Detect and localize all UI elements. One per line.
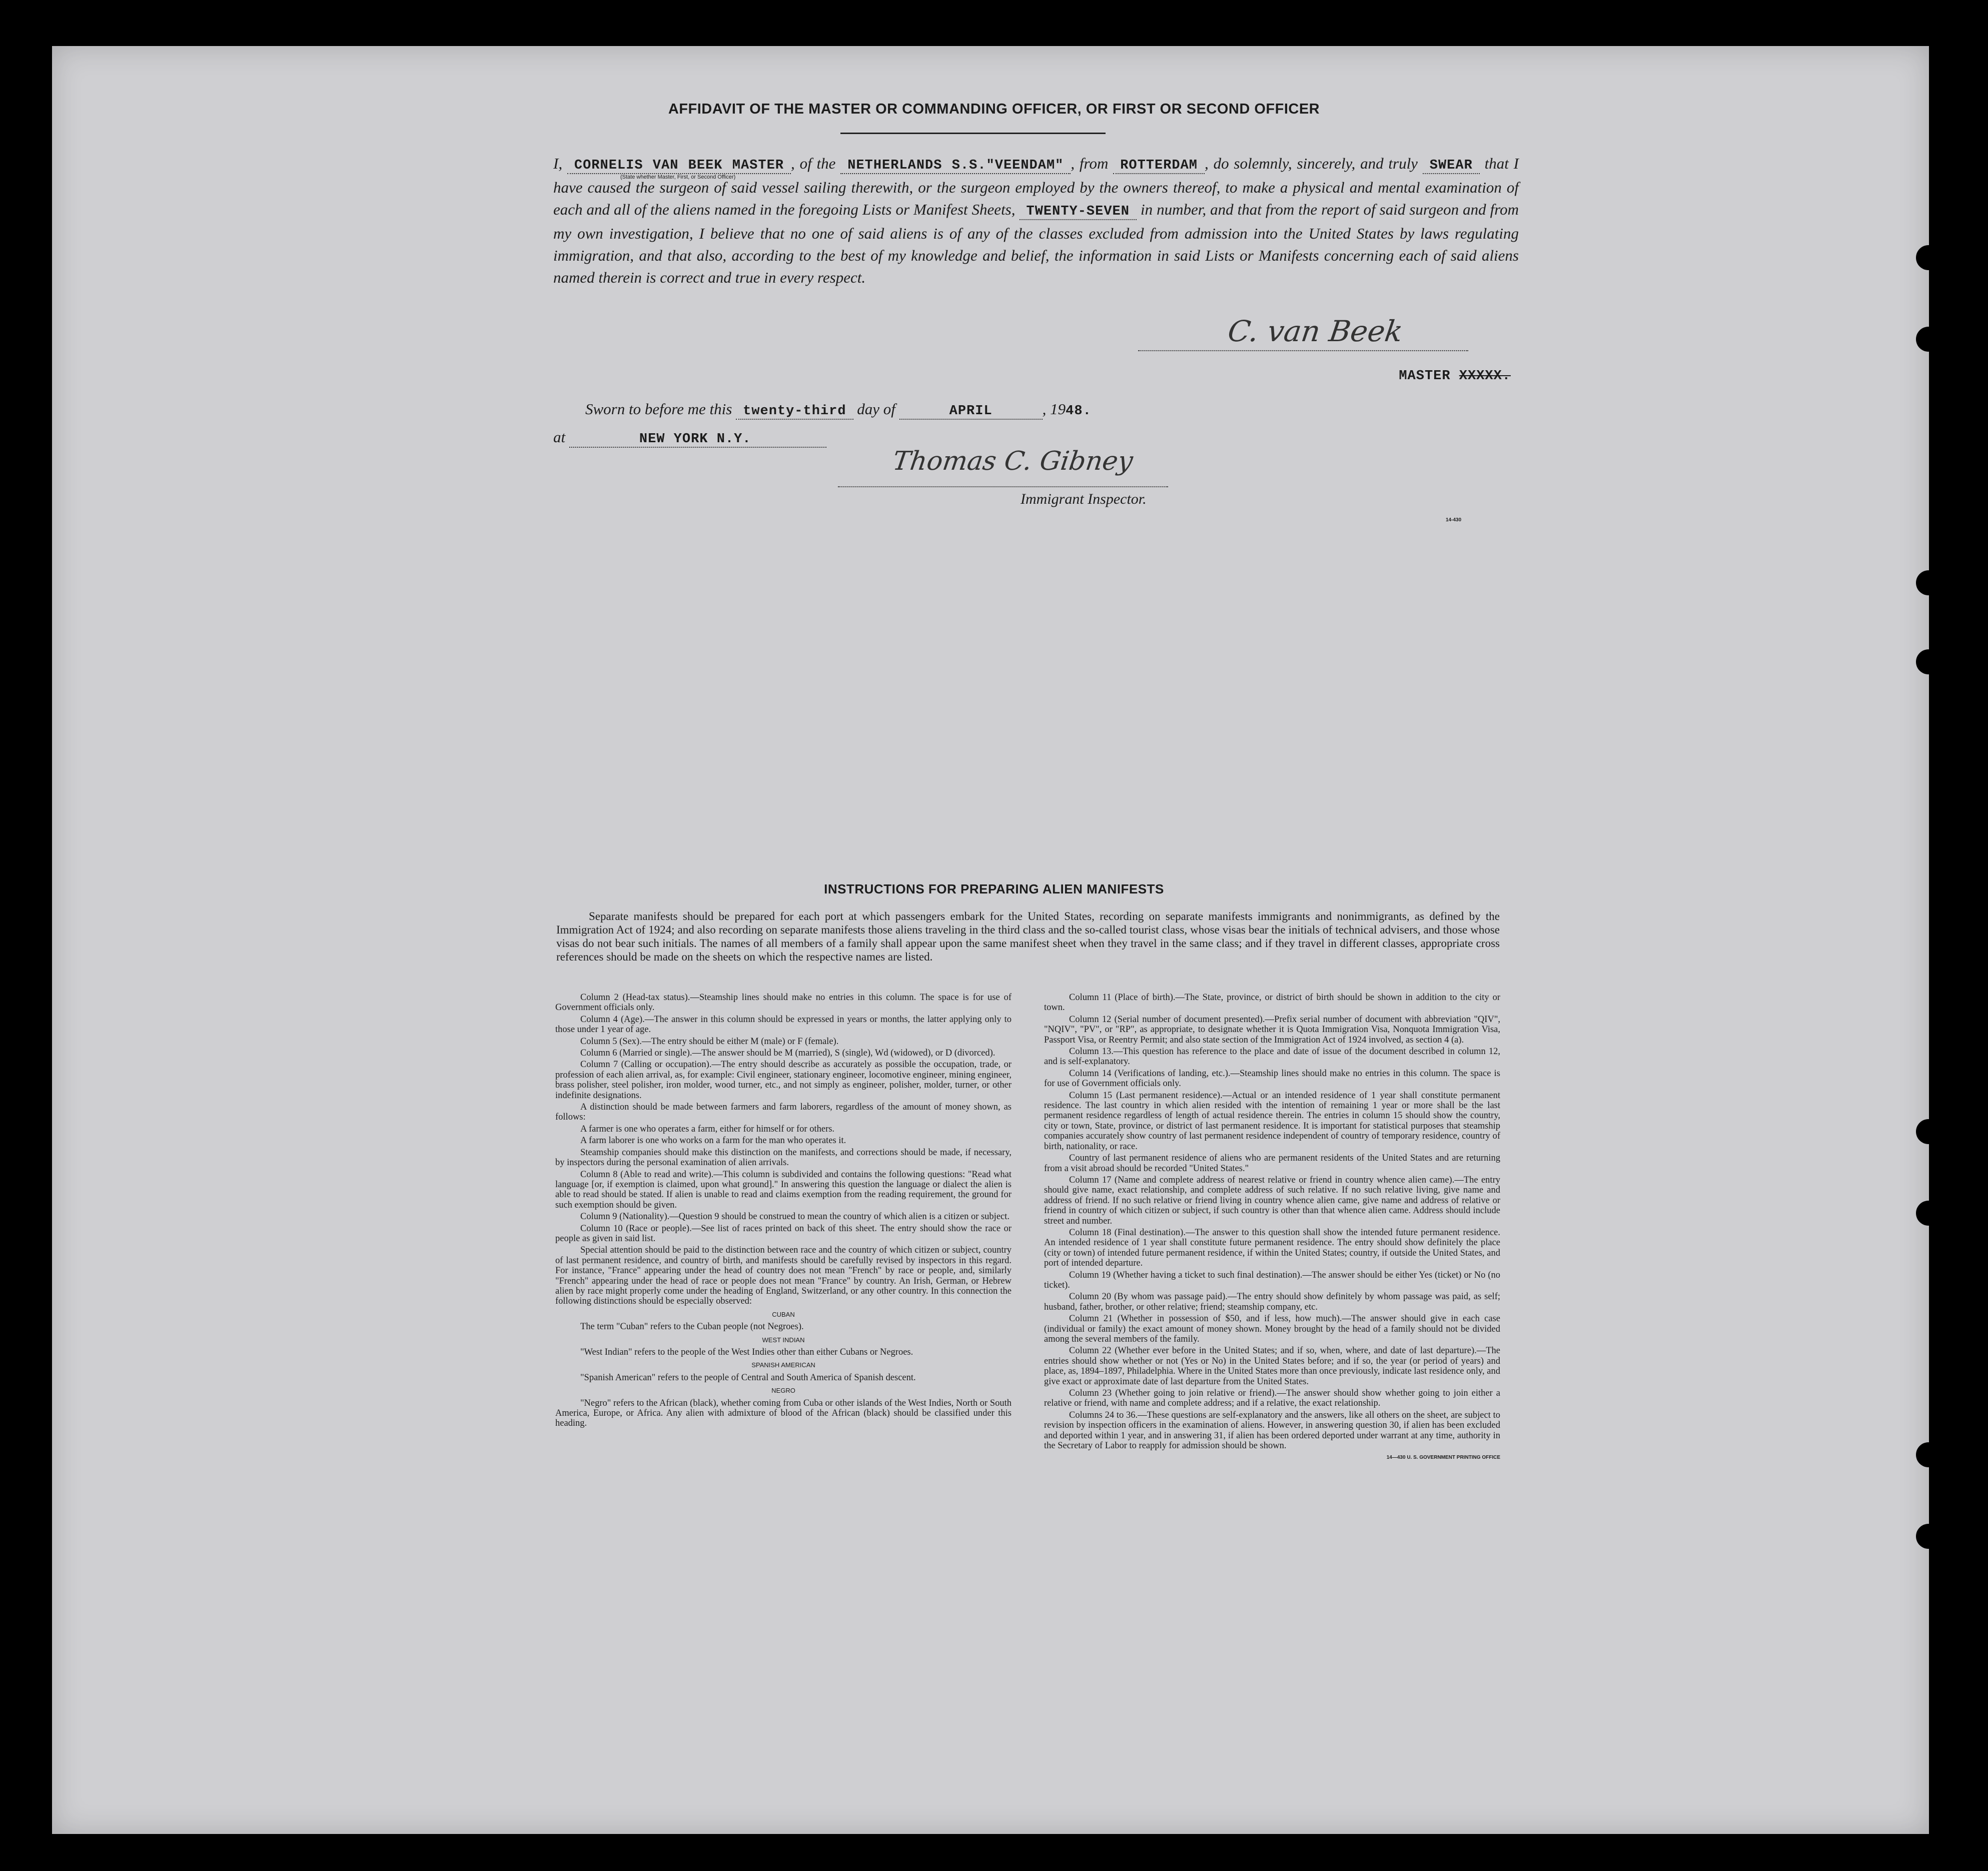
signer-title-text: MASTER: [1399, 369, 1451, 384]
instruction-paragraph: "Negro" refers to the African (black), whether coming from Cuba or other islands of the West Indies, North or South America, Europe, or Africa. Any alien with admixture of blood of the African (black) should be classified under this heading.: [555, 1398, 1012, 1429]
inspector-signature-line: [838, 486, 1168, 487]
port-field: ROTTERDAM: [1113, 158, 1205, 174]
instruction-paragraph: Columns 24 to 36.—These questions are self-explanatory and the answers, like all others on the sheet, are subject to revision by inspection officers in the examination of aliens. However, in answering question 30, if alien has been excluded and deported within 1 year, and in answering 31, if alien has been ordered deported under warrant at any time, authority in the Secretary of Labor to reapply for admission should be shown.: [1044, 1410, 1500, 1451]
punch-hole: [1916, 327, 1941, 352]
instruction-paragraph: Column 22 (Whether ever before in the United States; and if so, when, where, and date of last departure).—The entries should show whether or not (Yes or No) in the United States before; and if so, the year (or period of years) and place, as, 1894–1897, Philadelphia. Where in the United States more than once previously, indicate last residence only, and give exact or approximate date of last departure from the United States.: [1044, 1346, 1500, 1387]
sworn-year-field: 48.: [1066, 404, 1092, 419]
instruction-paragraph: "Spanish American" refers to the people of Central and South America of Spanish descent.: [580, 1372, 916, 1383]
affidavit-i: I,: [553, 155, 563, 172]
title-divider: [840, 133, 1106, 134]
inspector-signature: Thomas C. Gibney: [890, 446, 1135, 476]
instruction-paragraph: Column 12 (Serial number of document presented).—Prefix serial number of document with abbreviation "QIV", "NQIV", "PV", or "RP", as appropriate, to designate whether it is Quota Immigration Visa, Nonquota Immigration Visa, Passport Visa, or Reentry Permit; and also state section of the Immigration Act of 1924 involved, as section 4 (a).: [1044, 1014, 1500, 1045]
sworn-day-of: day of: [857, 400, 895, 418]
instruction-paragraph: A distinction should be made between farmers and farm laborers, regardless of the amount of money shown, as follows:: [555, 1102, 1012, 1123]
signer-title: [1341, 369, 1511, 384]
instruction-paragraph: Column 23 (Whether going to join relative or friend).—The answer should show whether going to join either a relative or friend, with name and complete address; and if a relative, the exact relationship.: [1044, 1388, 1500, 1409]
instruction-paragraph: Column 8 (Able to read and write).—This column is subdivided and contains the following questions: "Read what language [or, if exemption is claimed, upon what ground]." In answering this question the language or dialect the alien is able to read should be stated. If alien is unable to read and claims exemption from the reading requirement, the ground for such exemption should be given.: [555, 1169, 1012, 1210]
of-the-text: , of the: [791, 155, 836, 172]
instruction-paragraph: Column 7 (Calling or occupation).—The entry should describe as accurately as possible the occupation, trade, or profession of each alien arrival, as, for example: Civil engineer, stationary engineer, locomotive engineer, mining engineer, brass polisher, steel polisher, iron molder, wood turner, etc., and not simply as engineer, polisher, molder, turner, or other indefinite designations.: [555, 1060, 1012, 1101]
affidavit-text: [553, 153, 1519, 289]
section-heading-west-indian: WEST INDIAN: [762, 1336, 805, 1344]
instruction-paragraph: Column 14 (Verifications of landing, etc.).—Steamship lines should make no entries in this column. The space is for use of Government officials only.: [1044, 1068, 1500, 1089]
master-signature-line: [1138, 350, 1468, 351]
alien-count-field: TWENTY-SEVEN: [1020, 204, 1137, 220]
inspector-caption: Immigrant Inspector.: [1021, 491, 1147, 507]
punch-hole: [1916, 1524, 1941, 1549]
instruction-paragraph: Column 19 (Whether having a ticket to such final destination).—The answer should be either Yes (ticket) or No (no ticket).: [1044, 1270, 1500, 1290]
instruction-paragraph: Column 11 (Place of birth).—The State, province, or district of birth should be shown in addition to the city or town.: [1044, 993, 1500, 1013]
instruction-paragraph: Column 18 (Final destination).—The answer to this question shall show the intended future permanent residence. An intended residence of 1 year shall constitute future permanent residence. The entry should show definitely the place (city or town) of intended future permanent residence, if within the United States; country, if outside the United States, and port of intended departure.: [1044, 1227, 1500, 1269]
instructions-title: INSTRUCTIONS FOR PREPARING ALIEN MANIFESTS: [824, 881, 1164, 896]
sworn-day-field: twenty-third: [736, 404, 853, 420]
punch-hole: [1916, 570, 1941, 595]
instruction-paragraph: A farmer is one who operates a farm, either for himself or for others.: [580, 1124, 835, 1134]
instruction-paragraph: A farm laborer is one who works on a farm for the man who operates it.: [580, 1136, 846, 1146]
place-at: at: [553, 428, 566, 446]
vessel-field: NETHERLANDS S.S."VEENDAM": [840, 158, 1071, 174]
instruction-paragraph: Column 17 (Name and complete address of nearest relative or friend in country whence alien came).—The entry should give name, exact relationship, and complete address of such relative. If no such relative living, give name and address of friend. If no such relative or friend living in country whence alien came, give name and address of relative or friend in country of which citizen or subject, if such country is other than that whence alien came. Address should include street and number.: [1044, 1175, 1500, 1226]
master-name-field: CORNELIS VAN BEEK MASTER: [567, 158, 791, 174]
sworn-line: [585, 400, 1092, 419]
sworn-month-field: APRIL: [899, 404, 1043, 420]
affidavit-body-1: that I have caused the surgeon of said vessel sailing therewith, or the surgeon employed by the owners thereof, to make a physical and mental examination of each and all of the aliens named in the foregoing Lists or Manifest Sheets,: [553, 155, 1519, 218]
affidavit-body-2: in number, and that from the report of said surgeon and from my own investigation, I believe that no one of said aliens is of any of the classes excluded from admission into the United States by laws regulating immigration, and that also, according to the best of my knowledge and belief, the information in said Lists or Manifests concerning each of said aliens named therein is correct and true in every respect.: [553, 201, 1519, 286]
instructions-left-column: [555, 993, 1012, 1430]
oath-field: SWEAR: [1423, 158, 1480, 174]
printing-office-footer: 14—430 U. S. GOVERNMENT PRINTING OFFICE: [1386, 1455, 1500, 1461]
instruction-paragraph: Column 13.—This question has reference to the place and date of issue of the document described in column 12, and is self-explanatory.: [1044, 1047, 1500, 1067]
section-heading-negro: NEGRO: [771, 1387, 795, 1395]
instructions-right-column: [1044, 993, 1500, 1465]
instruction-paragraph: Column 10 (Race or people).—See list of races printed on back of this sheet. The entry should show the race or people as given in said list.: [555, 1223, 1012, 1244]
punch-hole: [1916, 649, 1941, 674]
instruction-paragraph: Column 20 (By whom was passage paid).—The entry should show definitely by whom passage was paid, as self; husband, father, brother, or other relative; friend; steamship company, etc.: [1044, 1292, 1500, 1312]
instruction-paragraph: Column 9 (Nationality).—Question 9 should be construed to mean the country of which alien is a citizen or subject.: [580, 1212, 1010, 1222]
instruction-paragraph: The term "Cuban" refers to the Cuban people (not Negroes).: [580, 1322, 804, 1332]
section-heading-spanish-american: SPANISH AMERICAN: [751, 1361, 815, 1369]
section-heading-cuban: CUBAN: [772, 1310, 795, 1318]
master-signature: C. van Beek: [1226, 314, 1405, 348]
instruction-paragraph: Column 2 (Head-tax status).—Steamship lines should make no entries in this column. The space is for use of Government officials only.: [555, 993, 1012, 1013]
punch-hole: [1916, 245, 1941, 270]
instruction-paragraph: Column 21 (Whether in possession of $50, and if less, how much).—The answer should give in each case (individual or family) the exact amount of money shown. Money brought by the head of a family should not be divided among the several members of the family.: [1044, 1314, 1500, 1344]
instruction-paragraph: Column 15 (Last permanent residence).—Actual or an intended residence of 1 year shall constitute permanent residence. The last country in which alien resided with the intention of remaining 1 year or more shall be the last permanent residence regardless of length of actual residence therein. The entries in column 15 should show the country, city or town, State, province, or district of last permanent residence. It is important for statistical purposes that steamship companies accurately show country of last permanent residence independent of country of temporary residence, country of birth, nationality, or race.: [1044, 1090, 1500, 1152]
place-field: NEW YORK N.Y.: [569, 432, 826, 448]
form-number-top: 14-430: [1446, 517, 1462, 523]
instruction-paragraph: "West Indian" refers to the people of the West Indies other than either Cubans or Negroes.: [580, 1347, 913, 1357]
instruction-paragraph: Steamship companies should make this distinction on the manifests, and corrections should be made, if necessary, by inspectors during the personal examination of alien arrivals.: [555, 1147, 1012, 1168]
punch-hole: [1916, 1201, 1941, 1226]
instruction-paragraph: Column 6 (Married or single).—The answer should be M (married), S (single), Wd (widowed), or D (divorced).: [580, 1048, 996, 1059]
sworn-year-prefix: , 19: [1042, 400, 1066, 418]
rank-note: (State whether Master, First, or Second Officer): [620, 174, 736, 180]
place-line: [553, 428, 826, 447]
punch-hole: [1916, 1119, 1941, 1144]
from-text: , from: [1071, 155, 1109, 172]
instruction-paragraph: Special attention should be paid to the distinction between race and the country of which citizen or subject, country of last permanent residence, and country of birth, and manifests should be carefully revised by inspectors in this regard. For instance, "France" appearing under the head of country does not mean "French" by race or people, and, similarly "French" appearing under the head of race or people does not mean "France" by country. An Irish, German, or Hebrew alien by race might properly come under the heading of England, Switzerland, or any other country. In this connection the following distinctions should be especially observed:: [555, 1245, 1012, 1307]
instruction-paragraph: Column 5 (Sex).—The entry should be either M (male) or F (female).: [580, 1036, 839, 1047]
affidavit-title: AFFIDAVIT OF THE MASTER OR COMMANDING OFFICER, OR FIRST OR SECOND OFFICER: [668, 101, 1320, 117]
signer-title-struck: XXXXX.: [1459, 369, 1511, 384]
punch-hole: [1916, 1442, 1941, 1467]
sworn-prefix: Sworn to before me this: [585, 400, 732, 418]
instruction-paragraph: Column 4 (Age).—The answer in this column should be expressed in years or months, the latter applying only to those under 1 year of age.: [555, 1014, 1012, 1035]
instructions-intro: Separate manifests should be prepared for each port at which passengers embark for the United States, recording on separate manifests immigrants and nonimmigrants, as defined by the Immigration Act of 1924; and also recording on separate manifests those aliens traveling in the third class and the so-called tourist class, whose visas bear the initials of technical advisers, and those whose visas do not bear such initials. The names of all members of a family shall appear upon the same manifest sheet when they travel in the same class; and if they travel in different classes, appropriate cross references should be made on the sheets on which the respective names are listed.: [556, 910, 1500, 963]
instruction-paragraph: Country of last permanent residence of aliens who are permanent residents of the United States and are returning from a visit abroad should be recorded "United States.": [1044, 1153, 1500, 1174]
do-solemnly-text: , do solemnly, sincerely, and truly: [1205, 155, 1418, 172]
